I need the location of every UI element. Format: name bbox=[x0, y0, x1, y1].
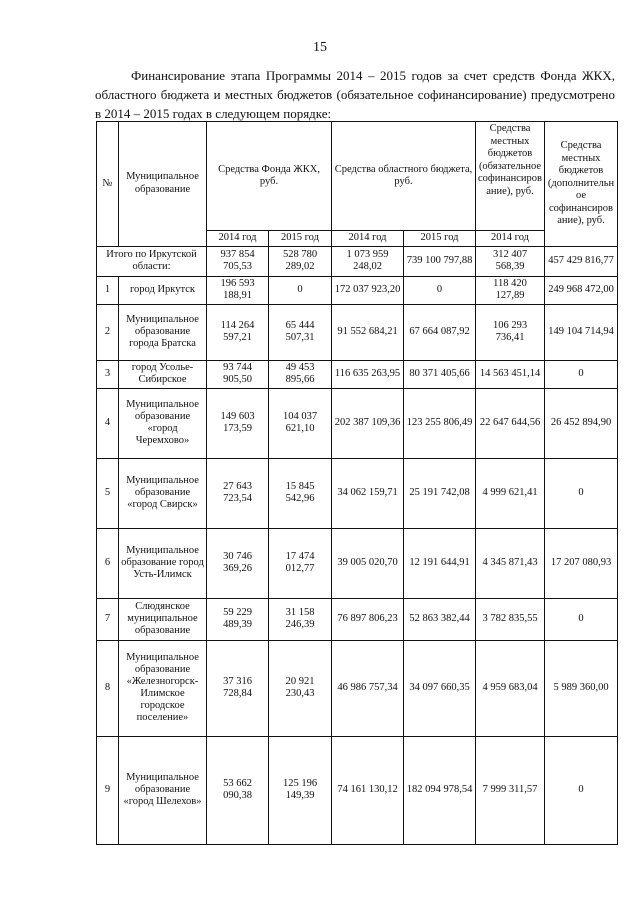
cell-value: 80 371 405,66 bbox=[404, 360, 476, 388]
municipality-name: Муниципальное образование города Братска bbox=[119, 304, 207, 360]
cell-value: 182 094 978,54 bbox=[404, 736, 476, 844]
cell-value: 25 191 742,08 bbox=[404, 458, 476, 528]
header-fund: Средства Фонда ЖКХ, руб. bbox=[207, 122, 332, 231]
cell-value: 739 100 797,88 bbox=[404, 246, 476, 276]
table-row bbox=[97, 736, 618, 844]
cell-value: 0 bbox=[545, 360, 618, 388]
cell-value: 30 746 369,26 bbox=[207, 528, 269, 598]
municipality-name: город Усолье-Сибирское bbox=[119, 360, 207, 388]
cell-value: 4 999 621,41 bbox=[476, 458, 545, 528]
cell-value: 5 989 360,00 bbox=[545, 640, 618, 736]
cell-value: 0 bbox=[545, 736, 618, 844]
municipality-name: Муниципальное образование «город Шелехов» bbox=[119, 736, 207, 844]
cell-value: 249 968 472,00 bbox=[545, 276, 618, 304]
cell-value: 22 647 644,56 bbox=[476, 388, 545, 458]
header-local-additional: Средства местных бюджетов (дополнительное софинансирование), руб. bbox=[545, 122, 618, 247]
row-number: 1 bbox=[97, 276, 119, 304]
table-row bbox=[97, 304, 618, 360]
table-row bbox=[97, 276, 618, 304]
cell-value: 0 bbox=[545, 598, 618, 640]
table-row-total bbox=[97, 246, 618, 276]
header-municipality: Муниципальное образование bbox=[119, 122, 207, 247]
table-header bbox=[97, 122, 618, 247]
cell-value: 116 635 263,95 bbox=[332, 360, 404, 388]
financing-table bbox=[96, 121, 618, 845]
cell-value: 1 073 959 248,02 bbox=[332, 246, 404, 276]
cell-value: 76 897 806,23 bbox=[332, 598, 404, 640]
cell-value: 106 293 736,41 bbox=[476, 304, 545, 360]
cell-value: 202 387 109,36 bbox=[332, 388, 404, 458]
cell-value: 17 207 080,93 bbox=[545, 528, 618, 598]
municipality-name: Муниципальное образование город Усть-Илимск bbox=[119, 528, 207, 598]
cell-value: 937 854 705,53 bbox=[207, 246, 269, 276]
cell-value: 7 999 311,57 bbox=[476, 736, 545, 844]
row-number: 2 bbox=[97, 304, 119, 360]
cell-value: 91 552 684,21 bbox=[332, 304, 404, 360]
row-number: 9 bbox=[97, 736, 119, 844]
municipality-name: Муниципальное образование «город Черемхово» bbox=[119, 388, 207, 458]
table-row bbox=[97, 458, 618, 528]
cell-value: 67 664 087,92 bbox=[404, 304, 476, 360]
cell-value: 39 005 020,70 bbox=[332, 528, 404, 598]
header-year: 2014 год bbox=[332, 231, 404, 247]
cell-value: 123 255 806,49 bbox=[404, 388, 476, 458]
cell-value: 0 bbox=[269, 276, 332, 304]
cell-value: 104 037 621,10 bbox=[269, 388, 332, 458]
cell-value: 34 062 159,71 bbox=[332, 458, 404, 528]
municipality-name: Слюдянское муниципальное образование bbox=[119, 598, 207, 640]
row-number: 7 bbox=[97, 598, 119, 640]
municipality-name: Муниципальное образование «Железногорск-Илимское городское поселение» bbox=[119, 640, 207, 736]
table-row bbox=[97, 640, 618, 736]
cell-value: 74 161 130,12 bbox=[332, 736, 404, 844]
cell-value: 0 bbox=[404, 276, 476, 304]
cell-value: 457 429 816,77 bbox=[545, 246, 618, 276]
table-row bbox=[97, 388, 618, 458]
cell-value: 4 345 871,43 bbox=[476, 528, 545, 598]
cell-value: 149 603 173,59 bbox=[207, 388, 269, 458]
cell-value: 0 bbox=[545, 458, 618, 528]
cell-value: 312 407 568,39 bbox=[476, 246, 545, 276]
cell-value: 49 453 895,66 bbox=[269, 360, 332, 388]
cell-value: 20 921 230,43 bbox=[269, 640, 332, 736]
header-local-mandatory: Средства местных бюджетов (обязательное софинансирование), руб. bbox=[476, 122, 545, 231]
cell-value: 125 196 149,39 bbox=[269, 736, 332, 844]
cell-value: 114 264 597,21 bbox=[207, 304, 269, 360]
cell-value: 53 662 090,38 bbox=[207, 736, 269, 844]
row-number: 8 bbox=[97, 640, 119, 736]
row-number: 4 bbox=[97, 388, 119, 458]
cell-value: 149 104 714,94 bbox=[545, 304, 618, 360]
cell-value: 65 444 507,31 bbox=[269, 304, 332, 360]
header-year: 2015 год bbox=[269, 231, 332, 247]
cell-value: 17 474 012,77 bbox=[269, 528, 332, 598]
header-year: 2014 год bbox=[476, 231, 545, 247]
page-number: 15 bbox=[313, 40, 327, 55]
header-year: 2015 год bbox=[404, 231, 476, 247]
cell-value: 37 316 728,84 bbox=[207, 640, 269, 736]
cell-value: 34 097 660,35 bbox=[404, 640, 476, 736]
cell-value: 528 780 289,02 bbox=[269, 246, 332, 276]
cell-value: 31 158 246,39 bbox=[269, 598, 332, 640]
cell-value: 196 593 188,91 bbox=[207, 276, 269, 304]
row-number: 5 bbox=[97, 458, 119, 528]
total-label: Итого по Иркутской области: bbox=[97, 246, 207, 276]
municipality-name: Муниципальное образование «город Свирск» bbox=[119, 458, 207, 528]
cell-value: 46 986 757,34 bbox=[332, 640, 404, 736]
cell-value: 3 782 835,55 bbox=[476, 598, 545, 640]
row-number: 6 bbox=[97, 528, 119, 598]
municipality-name: город Иркутск bbox=[119, 276, 207, 304]
cell-value: 12 191 644,91 bbox=[404, 528, 476, 598]
table-row bbox=[97, 360, 618, 388]
cell-value: 52 863 382,44 bbox=[404, 598, 476, 640]
table-row bbox=[97, 598, 618, 640]
cell-value: 93 744 905,50 bbox=[207, 360, 269, 388]
cell-value: 26 452 894,90 bbox=[545, 388, 618, 458]
header-year: 2014 год bbox=[207, 231, 269, 247]
table-row bbox=[97, 528, 618, 598]
header-regional: Средства областного бюджета, руб. bbox=[332, 122, 476, 231]
intro-paragraph: Финансирование этапа Программы 2014 – 2015 годов за счет средств Фонда ЖКХ, областного бюджета и местных бюджетов (обязательное софинансирование) предусмотрено в 2014 – 2015 годах в следующем порядке: bbox=[95, 68, 615, 121]
cell-value: 118 420 127,89 bbox=[476, 276, 545, 304]
cell-value: 27 643 723,54 bbox=[207, 458, 269, 528]
cell-value: 14 563 451,14 bbox=[476, 360, 545, 388]
cell-value: 15 845 542,96 bbox=[269, 458, 332, 528]
row-number: 3 bbox=[97, 360, 119, 388]
cell-value: 4 959 683,04 bbox=[476, 640, 545, 736]
cell-value: 172 037 923,20 bbox=[332, 276, 404, 304]
cell-value: 59 229 489,39 bbox=[207, 598, 269, 640]
header-no: № bbox=[97, 122, 119, 247]
